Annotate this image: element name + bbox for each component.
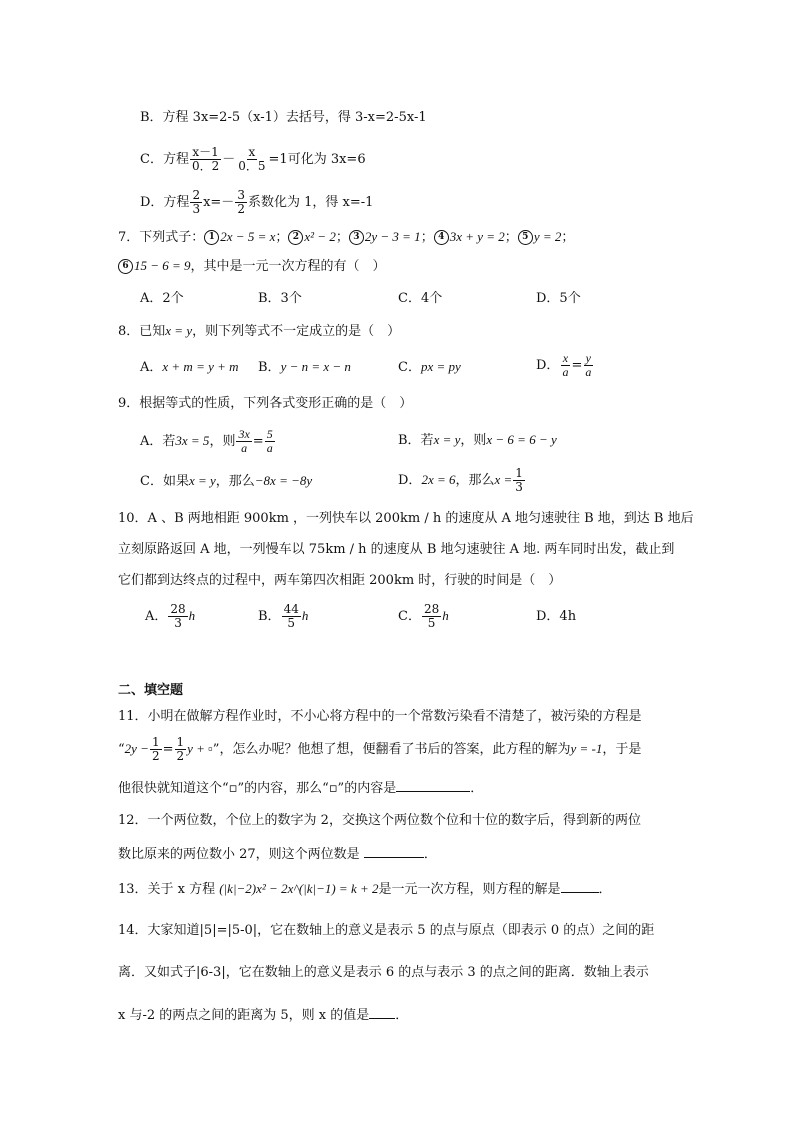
separator: ；	[420, 230, 434, 245]
q8-option-b: B．y − n = x − n	[258, 359, 351, 375]
q7-stem-line2	[118, 257, 386, 276]
q11-answer-blank[interactable]	[396, 777, 470, 792]
q10-line3: 它们都到达终点的过程中，两车第四次相距 200km 时，行驶的时间是（ ）	[118, 573, 562, 588]
q7-expr-6: 15 − 6 = 9	[134, 258, 191, 273]
q8-condition: x = y	[165, 323, 193, 338]
q7-prefix: 7．下列式子：	[118, 230, 205, 245]
q14-answer-blank[interactable]	[369, 1004, 395, 1019]
q13-equation: (|k|−2)x² − 2x^(|k|−1) = k + 2	[219, 881, 379, 896]
q7-suffix: ，其中是一元一次方程的有（ ）	[190, 259, 386, 274]
q6-d-prefix: D．方程	[140, 195, 190, 210]
q14-line1: 14．大家知道|5|=|5-0|，它在数轴上的意义是表示 5 的点与原点（即表示 0 的点）之间的距	[118, 923, 655, 938]
q6-option-b: B．方程 3x=2-5（x-1）去括号，得 3-x=2-5x-1	[140, 110, 427, 125]
q9-option-a: A．若3x = 5，则 $\frac{3x}{a}$ = $\frac{5}{a}$	[140, 427, 273, 455]
q13-line: 13．关于 x 方程 (|k|−2)x² − 2x^(|k|−1) = k + 2是一元一次方程，则方程的解是 ．	[118, 878, 612, 899]
q8-suffix: ，则下列等式不一定成立的是（ ）	[192, 324, 401, 339]
separator: ；	[275, 230, 289, 245]
q10-option-c: C． $\frac{28}{5}$ h	[398, 602, 449, 630]
q8-option-a: A．x + m = y + m	[140, 359, 239, 375]
q6-d-mid: x=－	[203, 195, 235, 210]
q7-expr-2: x² − 2	[304, 229, 336, 244]
q7-expr-1: 2x − 5 = x	[220, 229, 276, 244]
separator: ；	[561, 230, 575, 245]
q6-d-fraction-1: $\frac{2}{3}$	[192, 188, 201, 216]
q6-d-fraction-2: $\frac{3}{2}$	[237, 188, 245, 216]
q12-line2: 数比原来的两位数小 27，则这个两位数是 ．	[118, 843, 437, 864]
q8-option-d: D． $\frac{x}{a}$ = $\frac{y}{a}$	[536, 351, 592, 379]
q14-line2: 离．又如式子|6-3|，它在数轴上的意义是表示 6 的点与表示 3 的点之间的距离．数轴上表示	[118, 965, 649, 980]
q11-line3: 他很快就知道这个“▫”的内容，那么“▫”的内容是 ．	[118, 777, 483, 798]
q10-line2: 立刻原路返回 A 地，一列慢车以 75km / h 的速度从 B 地匀速驶往 A 地. 两车同时出发，截止到	[118, 542, 675, 557]
q8-stem	[118, 322, 400, 341]
q6-c-suffix: =1可化为 3x=6	[268, 152, 366, 167]
q8-prefix: 8．已知	[118, 324, 166, 339]
q9-option-d: D．2x = 6，那么x = $\frac{1}{3}$	[398, 466, 523, 494]
q6-c-minus: －	[222, 152, 236, 167]
circled-number-6: 6	[118, 259, 133, 274]
circled-number-2: 2	[288, 230, 303, 245]
circled-number-1: 1	[204, 230, 219, 245]
q10-line1: 10．A 、B 两地相距 900km ，一列快车以 200km / h 的速度从 A 地匀速驶往 B 地，到达 B 地后	[118, 511, 694, 526]
q7-option-d: D．5个	[536, 291, 581, 306]
q10-option-d: D．4h	[536, 609, 577, 624]
circled-number-3: 3	[349, 230, 364, 245]
q7-stem-line1	[118, 228, 574, 247]
q7-expr-3: 2y − 3 = 1	[364, 229, 421, 244]
q10-option-a: A． $\frac{28}{3}$ h	[145, 602, 196, 630]
q14-line3: x 与-2 的两点之间的距离为 5，则 x 的值是 ．	[118, 1004, 408, 1025]
q11-line2: “2y − $\frac{1}{2}$ = $\frac{1}{2}$ y + ▫”，怎么办呢？他想了想，便翻看了书后的答案，此方程的解为y = -1，于是	[118, 735, 642, 763]
separator: ；	[335, 230, 349, 245]
q6-option-d	[140, 189, 373, 216]
q7-option-b: B．3个	[258, 291, 302, 306]
q12-line1: 12．一个两位数，个位上的数字为 2，交换这个两位数个位和十位的数字后，得到新的两位	[118, 813, 641, 828]
q7-option-c: C．4个	[398, 291, 443, 306]
q6-c-fraction-2: $\frac{x}{0.5}$	[238, 145, 266, 173]
circled-number-4: 4	[434, 230, 449, 245]
q7-expr-5: y = 2	[533, 229, 562, 244]
q9-option-c: C．如果x = y，那么−8x = −8y	[140, 473, 313, 489]
q6-option-c	[140, 146, 366, 173]
q6-d-suffix: 系数化为 1，得 x=-1	[247, 195, 374, 210]
q6-c-prefix: C．方程	[140, 152, 189, 167]
q11-line1: 11．小明在做解方程作业时，不小心将方程中的一个常数污染看不清楚了，被污染的方程是	[118, 709, 642, 724]
q6-c-fraction-1: $\frac{x-1}{0.2}$	[191, 145, 220, 173]
separator: ；	[504, 230, 518, 245]
q9-option-b: B．若x = y，则x − 6 = 6 − y	[398, 432, 557, 448]
section-fill-in-blank-heading: 二、填空题	[118, 683, 184, 698]
q13-answer-blank[interactable]	[561, 878, 599, 893]
q10-option-b: B． $\frac{44}{5}$ h	[258, 602, 309, 630]
q12-answer-blank[interactable]	[364, 843, 424, 858]
q7-option-a: A．2个	[140, 291, 184, 306]
q8-option-c: C．px = py	[398, 359, 461, 375]
q9-stem: 9．根据等式的性质，下列各式变形正确的是（ ）	[118, 396, 413, 411]
q7-expr-4: 3x + y = 2	[449, 229, 505, 244]
circled-number-5: 5	[518, 230, 533, 245]
